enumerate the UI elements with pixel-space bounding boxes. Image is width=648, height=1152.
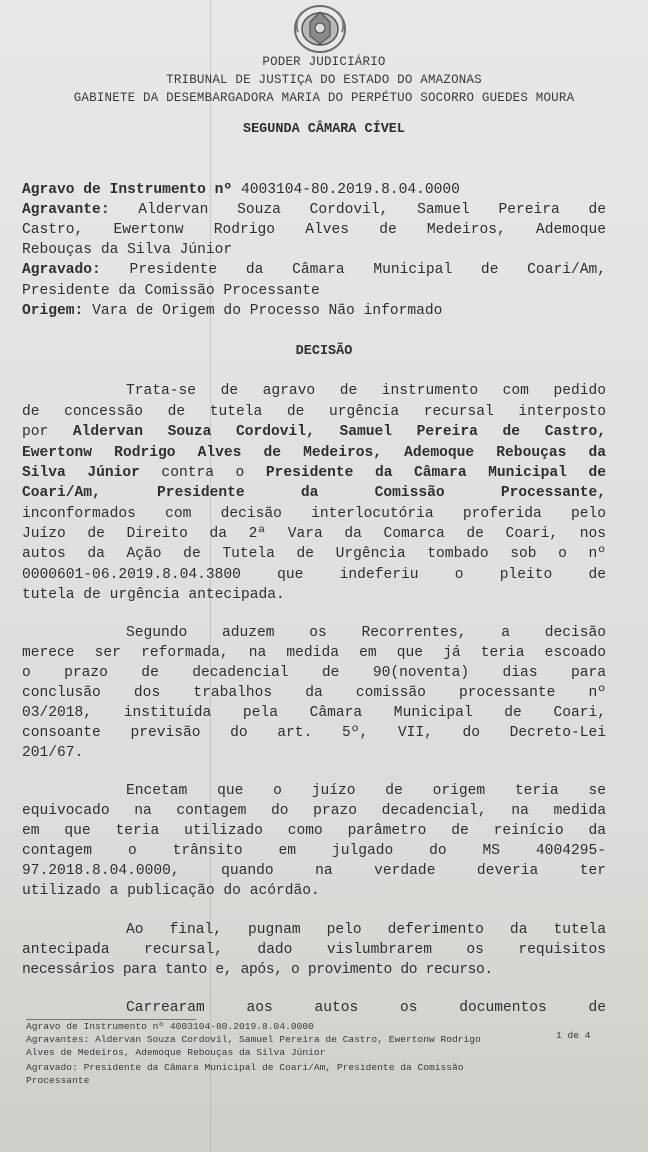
p1-line-9: autos da Ação de Tutela de Urgência tombado sob o nº (22, 546, 606, 562)
p2-line-2: merece ser reformada, na medida em que já teria escoado (22, 645, 606, 661)
p3-line-4: contagem o trânsito em julgado do MS 4004295- (22, 843, 606, 859)
p3-line-2: equivocado na contagem do prazo decadencial, na medida (22, 803, 606, 819)
p1-line-2: de concessão de tutela de urgência recursal interposto (22, 404, 606, 420)
p3-line-1: Encetam que o juízo de origem teria se (126, 783, 606, 799)
footer-line-1: Agravo de Instrumento nº 4003104-80.2019.8.04.0000 (26, 1021, 314, 1032)
footer-line-4: Agravado: Presidente da Câmara Municipal de Coari/Am, Presidente da Comissão (26, 1062, 464, 1073)
agravante-line-2: Castro, Ewertonw Rodrigo Alves de Medeiros, Ademoque (22, 222, 606, 238)
agravo-label: Agravo de Instrumento nº (22, 182, 233, 198)
p1-line-8: Juízo de Direito da 2ª Vara da Comarca de Coari, nos (22, 526, 606, 542)
coat-of-arms-seal-icon (292, 2, 348, 54)
p4-line-3: necessários para tanto e, após, o provimento do recurso. (22, 962, 493, 978)
p1-line-7: inconformados com decisão interlocutória proferida pelo (22, 506, 606, 522)
agravado-label: Agravado: (22, 262, 101, 278)
footer-line-2: Agravantes: Aldervan Souza Cordovil, Samuel Pereira de Castro, Ewertonw Rodrigo (26, 1034, 481, 1045)
origem-line (22, 303, 606, 319)
agravado-line-2: Presidente da Comissão Processante (22, 283, 320, 299)
footer-line-3: Alves de Medeiros, Ademoque Rebouças da Silva Júnior (26, 1047, 326, 1058)
p1-line-6: Coari/Am, Presidente da Comissão Processante, (22, 485, 606, 501)
p1-line-4: Ewertonw Rodrigo Alves de Medeiros, Ademoque Rebouças da (22, 445, 606, 461)
p1-line-11: tutela de urgência antecipada. (22, 587, 285, 603)
p3-line-5: 97.2018.8.04.0000, quando na verdade deveria ter (22, 863, 606, 879)
p1-line-5 (22, 465, 606, 481)
p1-line-5c: Presidente da Câmara Municipal de (265, 465, 607, 481)
p1-line-3b: Aldervan Souza Cordovil, Samuel Pereira de Castro, (72, 424, 606, 440)
agravante-line-3: Rebouças da Silva Júnior (22, 242, 233, 258)
p2-line-7: 201/67. (22, 745, 84, 761)
p2-line-6: consoante previsão do art. 5º, VII, do Decreto-Lei (22, 725, 606, 741)
decision-title: DECISÃO (295, 344, 353, 359)
p2-line-4: conclusão dos trabalhos da comissão processante nº (22, 685, 606, 701)
p4-line-2: antecipada recursal, dado vislumbrarem os requisitos (22, 942, 606, 958)
agravo-line (22, 182, 606, 198)
p1-line-3a: por (22, 424, 73, 440)
footer-rule (26, 1019, 196, 1020)
p1-line-5b: contra o (139, 465, 266, 481)
agravado-line-1 (22, 262, 606, 278)
page-number: 1 de 4 (556, 1030, 591, 1041)
header-court: TRIBUNAL DE JUSTIÇA DO ESTADO DO AMAZONAS (166, 73, 482, 87)
header-office: GABINETE DA DESEMBARGADORA MARIA DO PERPÉTUO SOCORRO GUEDES MOURA (73, 91, 575, 105)
chamber-title: SEGUNDA CÂMARA CÍVEL (242, 122, 406, 137)
agravo-number: 4003104-80.2019.8.04.0000 (232, 182, 460, 198)
p1-line-1: Trata-se de agravo de instrumento com pedido (126, 383, 606, 399)
agravado-text-1: Presidente da Câmara Municipal de Coari/Am, (100, 262, 606, 278)
agravante-line-1 (22, 202, 606, 218)
p3-line-6: utilizado a publicação do acórdão. (22, 883, 320, 899)
header-judiciary: PODER JUDICIÁRIO (262, 55, 386, 69)
p4-line-1: Ao final, pugnam pelo deferimento da tutela (126, 922, 606, 938)
p2-line-1: Segundo aduzem os Recorrentes, a decisão (126, 625, 606, 641)
agravante-text-1: Aldervan Souza Cordovil, Samuel Pereira de (109, 202, 606, 218)
footer-line-5: Processante (26, 1075, 90, 1086)
p1-line-3 (22, 424, 606, 440)
p2-line-5: 03/2018, instituída pela Câmara Municipal de Coari, (22, 705, 606, 721)
p1-line-5a: Silva Júnior (22, 465, 140, 481)
origem-label: Origem: (22, 303, 84, 319)
p3-line-3: em que teria utilizado como parâmetro de reinício da (22, 823, 606, 839)
p2-line-3: o prazo de decadencial de 90(noventa) dias para (22, 665, 606, 681)
p1-line-10: 0000601-06.2019.8.04.3800 que indeferiu o pleito de (22, 567, 606, 583)
p5-line-1: Carrearam aos autos os documentos de (126, 1000, 606, 1016)
agravante-label: Agravante: (22, 202, 110, 218)
origem-value: Vara de Origem do Processo Não informado (83, 303, 443, 319)
